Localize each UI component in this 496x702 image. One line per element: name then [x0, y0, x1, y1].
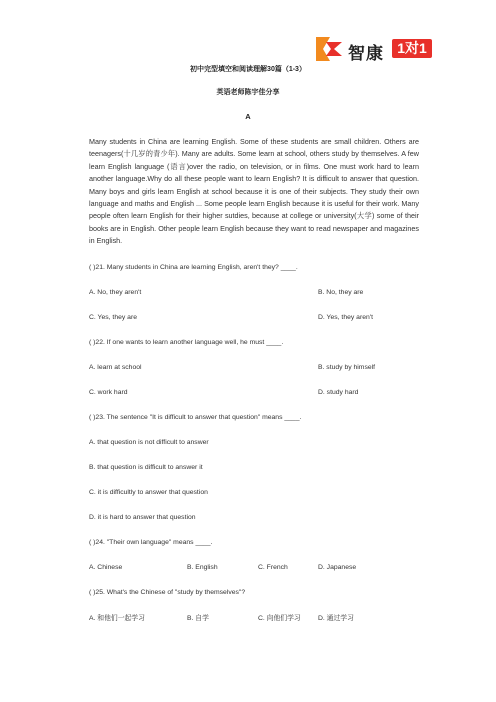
logo-badge: 1对1	[392, 39, 432, 58]
question-24: ( )24. "Their own language" means ____.	[89, 539, 213, 546]
q24-option-d: D. Japanese	[318, 564, 357, 571]
q22-option-a: A. learn at school	[89, 364, 142, 371]
q21-option-d: D. Yes, they aren't	[318, 314, 373, 321]
section-label: A	[245, 112, 251, 121]
q24-option-c: C. French	[258, 564, 288, 571]
q21-option-a: A. No, they aren't	[89, 289, 142, 296]
q25-option-d: D. 通过学习	[318, 615, 354, 622]
q21-option-c: C. Yes, they are	[89, 314, 137, 321]
q23-option-b: B. that question is difficult to answer it	[89, 464, 203, 471]
q25-option-b: B. 自学	[187, 615, 209, 622]
question-22: ( )22. If one wants to learn another language well, he must ____.	[89, 339, 284, 346]
q23-option-d: D. it is hard to answer that question	[89, 514, 196, 521]
q21-option-b: B. No, they are	[318, 289, 364, 296]
q23-option-c: C. it is difficultly to answer that question	[89, 489, 208, 496]
q24-option-a: A. Chinese	[89, 564, 123, 571]
logo-mark-icon	[314, 36, 344, 62]
reading-passage: Many students in China are learning English. Some of these students are small children. Others are teenagers(十几岁的青少年). Many are adults. Some learn at school, others study by themselves. A few learn English language (语言)over the radio, on television, or in films. One must work hard to learn another language.Why do all these people want to learn English? It is difficult to answer that question. Many boys and girls learn English at school because it is one of their subjects. They study their own language and maths and English ... Some people learn English because it is useful for their work. Many people often learn English for their higher sutdies, because at college or university(大学) some of their books are in English. Other people learn English because they want to read newspaper and magazines in English.	[89, 137, 419, 246]
q22-option-b: B. study by himself	[318, 364, 376, 371]
q25-option-c: C. 向他们学习	[258, 615, 301, 622]
document-subtitle: 英语老师陈宇佳分享	[216, 89, 280, 96]
q24-option-b: B. English	[187, 564, 218, 571]
question-21: ( )21. Many students in China are learning English, aren't they? ____.	[89, 264, 298, 271]
question-25: ( )25. What's the Chinese of "study by themselves"?	[89, 589, 246, 596]
q23-option-a: A. that question is not difficult to answer	[89, 439, 209, 446]
q25-option-a: A. 和他们一起学习	[89, 615, 145, 622]
logo-text: 智康	[348, 44, 384, 63]
brand-logo	[314, 36, 434, 62]
question-23: ( )23. The sentence "It is difficult to answer that question" means ____.	[89, 414, 302, 421]
q22-option-c: C. work hard	[89, 389, 128, 396]
document-title: 初中完型填空和阅读理解30篇（1-3）	[190, 66, 306, 73]
q22-option-d: D. study hard	[318, 389, 359, 396]
